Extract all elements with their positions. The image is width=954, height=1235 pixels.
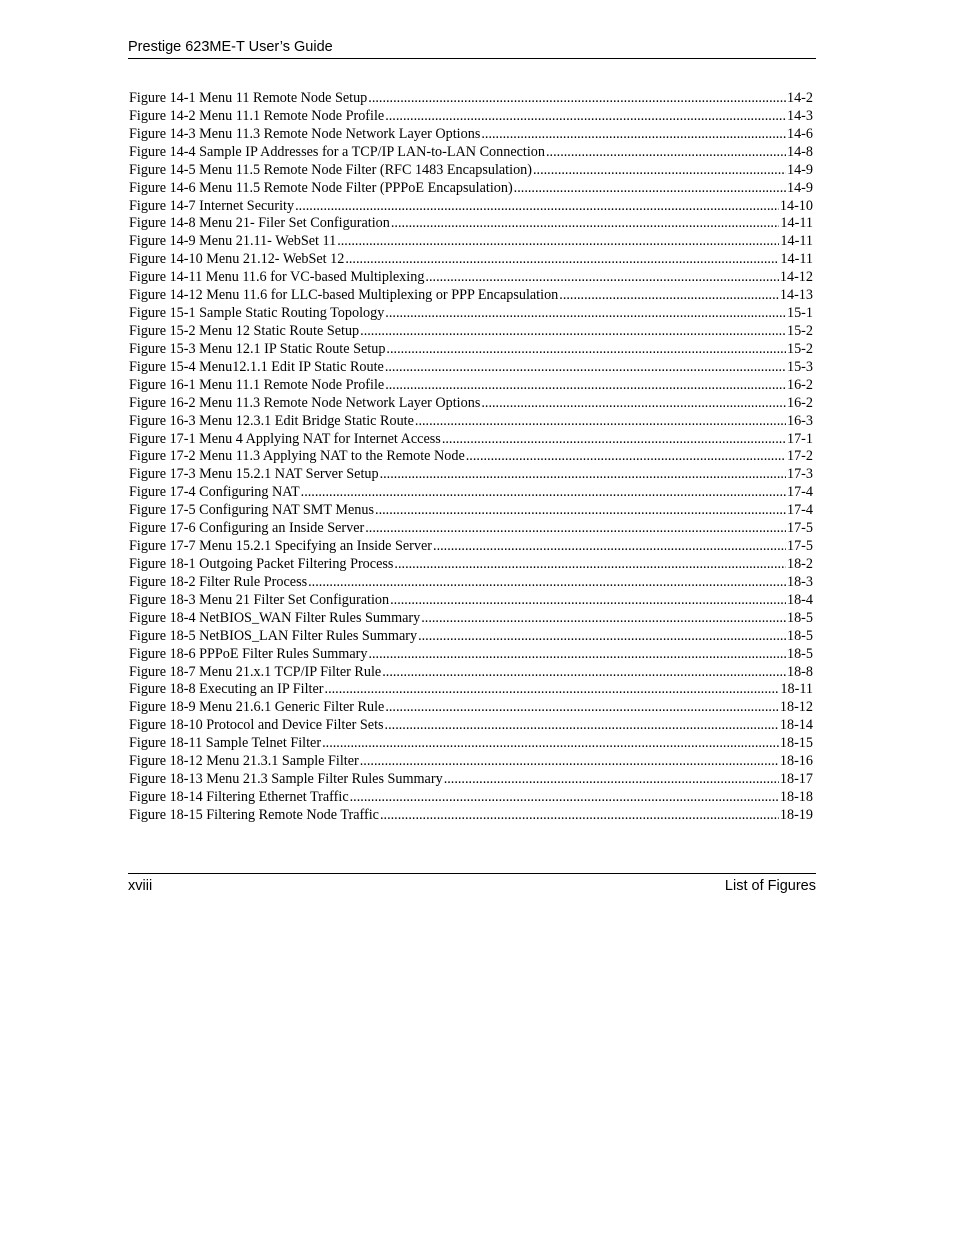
dot-leader (546, 144, 786, 162)
dot-leader (481, 395, 786, 413)
dot-leader (433, 538, 786, 556)
figure-title: Figure 17-2 Menu 11.3 Applying NAT to the Remote Node (129, 448, 465, 465)
dot-leader (559, 287, 779, 305)
figure-page-number: 14-9 (786, 161, 813, 178)
dot-leader (380, 466, 786, 484)
figure-page-number: 18-5 (786, 627, 813, 644)
figure-page-number: 14-6 (786, 125, 813, 142)
toc-entry[interactable] (129, 323, 813, 341)
dot-leader (308, 574, 786, 592)
figure-page-number: 18-11 (780, 681, 813, 698)
figure-title: Figure 18-3 Menu 21 Filter Set Configuration (129, 591, 390, 608)
dot-leader (350, 789, 779, 807)
dot-leader (325, 681, 780, 699)
figure-title: Figure 18-5 NetBIOS_LAN Filter Rules Summary (129, 627, 418, 644)
figure-page-number: 16-2 (786, 394, 813, 411)
toc-entry[interactable] (129, 628, 813, 646)
figure-title: Figure 15-3 Menu 12.1 IP Static Route Setup (129, 340, 386, 357)
figure-title: Figure 14-1 Menu 11 Remote Node Setup (129, 90, 368, 106)
figure-page-number: 17-5 (786, 520, 813, 537)
toc-entry[interactable] (129, 520, 813, 538)
dot-leader (360, 753, 779, 771)
figure-title: Figure 18-2 Filter Rule Process (129, 573, 308, 590)
toc-entry[interactable] (129, 287, 813, 305)
dot-leader (385, 108, 786, 126)
figure-page-number: 14-11 (780, 251, 813, 268)
figure-page-number: 14-13 (779, 287, 813, 304)
dot-leader (375, 502, 786, 520)
figure-page-number: 16-3 (786, 412, 813, 429)
figure-page-number: 14-3 (786, 107, 813, 124)
figure-title: Figure 14-4 Sample IP Addresses for a TCP/IP LAN-to-LAN Connection (129, 143, 545, 160)
toc-entry[interactable] (129, 466, 813, 484)
figure-page-number: 17-5 (786, 538, 813, 555)
figure-page-number: 18-2 (786, 555, 813, 572)
toc-entry[interactable] (129, 269, 813, 287)
dot-leader (444, 771, 779, 789)
figure-title: Figure 14-2 Menu 11.1 Remote Node Profile (129, 107, 385, 124)
figure-title: Figure 15-1 Sample Static Routing Topology (129, 305, 385, 322)
dot-leader (533, 162, 786, 180)
figure-page-number: 18-17 (779, 771, 813, 788)
toc-entry[interactable] (129, 305, 813, 323)
dot-leader (390, 592, 786, 610)
figure-page-number: 15-3 (786, 358, 813, 375)
figure-page-number: 17-4 (786, 502, 813, 519)
dot-leader (368, 646, 786, 664)
figure-title: Figure 14-7 Internet Security (129, 197, 295, 214)
toc-entry[interactable] (129, 108, 813, 126)
figure-title: Figure 15-2 Menu 12 Static Route Setup (129, 322, 360, 339)
dot-leader (380, 807, 779, 825)
toc-entry[interactable] (129, 126, 813, 144)
figure-page-number: 14-12 (779, 269, 813, 286)
figure-title: Figure 14-11 Menu 11.6 for VC-based Multiplexing (129, 269, 425, 286)
dot-leader (295, 198, 779, 216)
dot-leader (386, 341, 786, 359)
dot-leader (385, 377, 786, 395)
figure-page-number: 14-11 (780, 233, 813, 250)
figure-page-number: 17-2 (786, 448, 813, 465)
figure-title: Figure 17-5 Configuring NAT SMT Menus (129, 502, 375, 519)
toc-entry[interactable] (129, 753, 813, 771)
figure-title: Figure 14-6 Menu 11.5 Remote Node Filter (PPPoE Encapsulation) (129, 179, 513, 196)
dot-leader (345, 251, 779, 269)
toc-entry[interactable] (129, 395, 813, 413)
dot-leader (415, 413, 786, 431)
toc-entry[interactable] (129, 717, 813, 735)
dot-leader (481, 126, 786, 144)
figure-page-number: 15-2 (786, 322, 813, 339)
figure-title: Figure 16-1 Menu 11.1 Remote Node Profile (129, 376, 385, 393)
figure-title: Figure 14-12 Menu 11.6 for LLC-based Multiplexing or PPP Encapsulation (129, 287, 559, 304)
figure-title: Figure 18-6 PPPoE Filter Rules Summary (129, 645, 368, 662)
dot-leader (360, 323, 786, 341)
dot-leader (382, 664, 786, 682)
figure-page-number: 14-8 (786, 143, 813, 160)
figure-page-number: 17-1 (786, 430, 813, 447)
section-name: List of Figures (724, 878, 816, 894)
page-number: xviii (128, 878, 153, 894)
toc-entry[interactable] (129, 735, 813, 753)
figure-title: Figure 17-4 Configuring NAT (129, 484, 300, 501)
toc-entry[interactable] (129, 556, 813, 574)
dot-leader (418, 628, 786, 646)
dot-leader (421, 610, 786, 628)
dot-leader (385, 699, 779, 717)
figure-page-number: 15-1 (786, 305, 813, 322)
figure-title: Figure 17-1 Menu 4 Applying NAT for Internet Access (129, 430, 441, 447)
dot-leader (385, 717, 779, 735)
figure-title: Figure 18-11 Sample Telnet Filter (129, 735, 322, 752)
figure-title: Figure 16-3 Menu 12.3.1 Edit Bridge Static Route (129, 412, 414, 429)
toc-entry[interactable] (129, 431, 813, 449)
figure-page-number: 18-8 (786, 663, 813, 680)
toc-entry[interactable] (129, 162, 813, 180)
figure-page-number: 18-5 (786, 645, 813, 662)
toc-entry[interactable] (129, 538, 813, 556)
figure-page-number: 18-5 (786, 609, 813, 626)
figure-page-number: 18-3 (786, 573, 813, 590)
figure-title: Figure 18-13 Menu 21.3 Sample Filter Rules Summary (129, 771, 443, 788)
figure-page-number: 18-14 (779, 717, 813, 734)
figure-title: Figure 18-15 Filtering Remote Node Traffic (129, 806, 379, 823)
figure-page-number: 18-19 (779, 806, 813, 823)
figure-title: Figure 15-4 Menu12.1.1 Edit IP Static Route (129, 358, 384, 375)
figure-title: Figure 18-10 Protocol and Device Filter Sets (129, 717, 384, 734)
dot-leader (385, 305, 786, 323)
figure-page-number: 17-4 (786, 484, 813, 501)
figure-title: Figure 14-5 Menu 11.5 Remote Node Filter (RFC 1483 Encapsulation) (129, 161, 532, 178)
figure-title: Figure 18-7 Menu 21.x.1 TCP/IP Filter Rule (129, 663, 382, 680)
toc-entry[interactable] (129, 377, 813, 395)
figure-title: Figure 18-8 Executing an IP Filter (129, 681, 324, 698)
figure-title: Figure 18-12 Menu 21.3.1 Sample Filter (129, 753, 359, 770)
toc-entry[interactable] (129, 807, 813, 825)
figure-page-number: 14-10 (779, 197, 813, 214)
figure-page-number: 18-18 (779, 788, 813, 805)
figure-title: Figure 17-7 Menu 15.2.1 Specifying an Inside Server (129, 538, 433, 555)
toc-entry[interactable] (129, 646, 813, 664)
toc-entry[interactable] (129, 592, 813, 610)
figure-page-number: 15-2 (786, 340, 813, 357)
toc-entry[interactable] (129, 681, 813, 699)
toc-entry[interactable] (129, 215, 813, 233)
dot-leader (442, 431, 786, 449)
toc-entry[interactable] (129, 448, 813, 466)
toc-entry[interactable] (129, 574, 813, 592)
document-title: Prestige 623ME-T User’s Guide (128, 39, 333, 55)
figure-title: Figure 18-4 NetBIOS_WAN Filter Rules Summary (129, 609, 421, 626)
toc-entry[interactable] (129, 699, 813, 717)
figure-title: Figure 17-3 Menu 15.2.1 NAT Server Setup (129, 466, 379, 483)
dot-leader (466, 448, 786, 466)
figure-title: Figure 14-8 Menu 21- Filer Set Configuration (129, 215, 390, 232)
figure-page-number: 18-4 (786, 591, 813, 608)
figure-page-number: 16-2 (786, 376, 813, 393)
toc-entry[interactable] (129, 789, 813, 807)
toc-entry[interactable] (129, 664, 813, 682)
toc-entry[interactable] (129, 341, 813, 359)
page-header (128, 37, 816, 59)
toc-entry[interactable] (129, 484, 813, 502)
toc-entry[interactable] (129, 144, 813, 162)
figure-page-number: 18-15 (779, 735, 813, 752)
page-footer (128, 873, 816, 896)
figure-title: Figure 14-10 Menu 21.12- WebSet 12 (129, 251, 345, 268)
figure-page-number: 18-16 (779, 753, 813, 770)
dot-leader (394, 556, 786, 574)
dot-leader (391, 215, 780, 233)
dot-leader (368, 90, 786, 108)
dot-leader (322, 735, 779, 753)
figure-page-number: 14-9 (786, 179, 813, 196)
toc-entry[interactable] (129, 502, 813, 520)
figure-title: Figure 16-2 Menu 11.3 Remote Node Network Layer Options (129, 394, 481, 411)
toc-entry[interactable] (129, 90, 813, 108)
toc-entry[interactable] (129, 413, 813, 431)
toc-entry[interactable] (129, 198, 813, 216)
toc-entry[interactable] (129, 233, 813, 251)
figure-title: Figure 17-6 Configuring an Inside Server (129, 520, 365, 537)
dot-leader (514, 180, 786, 198)
dot-leader (425, 269, 778, 287)
figure-title: Figure 14-3 Menu 11.3 Remote Node Network Layer Options (129, 125, 481, 142)
figure-page-number: 17-3 (786, 466, 813, 483)
toc-entry[interactable] (129, 251, 813, 269)
toc-entry[interactable] (129, 359, 813, 377)
dot-leader (301, 484, 786, 502)
figure-title: Figure 14-9 Menu 21.11- WebSet 11 (129, 233, 337, 250)
figure-title: Figure 18-14 Filtering Ethernet Traffic (129, 788, 349, 805)
toc-entry[interactable] (129, 771, 813, 789)
figure-page-number: 18-12 (779, 699, 813, 716)
figure-page-number: 14-2 (786, 90, 813, 106)
toc-entry[interactable] (129, 610, 813, 628)
figure-page-number: 14-11 (780, 215, 813, 232)
list-of-figures (129, 90, 813, 825)
toc-entry[interactable] (129, 180, 813, 198)
dot-leader (337, 233, 779, 251)
figure-title: Figure 18-1 Outgoing Packet Filtering Process (129, 555, 394, 572)
figure-title: Figure 18-9 Menu 21.6.1 Generic Filter Rule (129, 699, 385, 716)
dot-leader (385, 359, 786, 377)
dot-leader (365, 520, 786, 538)
